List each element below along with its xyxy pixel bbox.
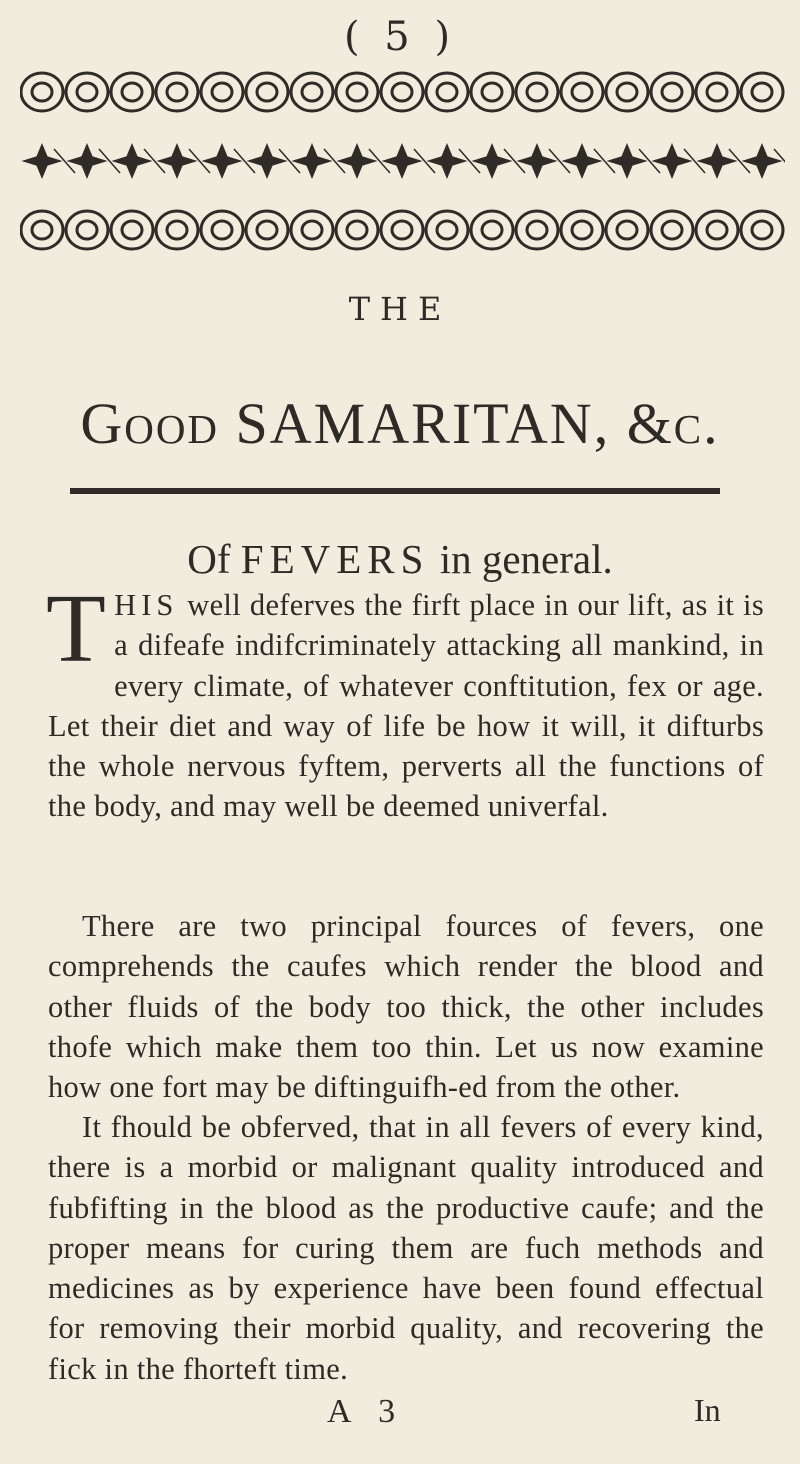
paragraph-1-text: well deferves the firft place in our lift, as it is a difeafe indifcriminately attacking all mankind, in every climate, of whatever conftitution, fex or age. Let their diet and way of life be how it will, it difturbs the whole nervous fyftem, perverts all the functions of the body, and may well be deemed univerfal. <box>48 588 764 824</box>
ornament-ring-inner <box>437 83 457 101</box>
ornament-ring <box>111 211 153 249</box>
first-word: HIS <box>114 588 179 622</box>
ornament-ring-inner <box>437 221 457 239</box>
ornament-ring-inner <box>752 83 772 101</box>
paragraph-1 <box>46 575 764 827</box>
ornament-ring-inner <box>572 83 592 101</box>
ornament-ring-inner <box>707 221 727 239</box>
section-heading <box>0 535 800 583</box>
ornament-ring <box>111 73 153 111</box>
ornament-ring-inner <box>707 83 727 101</box>
ornament-ring-inner <box>32 221 52 239</box>
ornament-ring-inner <box>347 83 367 101</box>
ornament-ring-inner <box>257 83 277 101</box>
ornament-ring <box>21 73 63 111</box>
ornament-ring <box>246 73 288 111</box>
ornament-ring <box>561 73 603 111</box>
ornament-ring <box>651 73 693 111</box>
paragraph-3: It fhould be obferved, that in all fevers of every kind, there is a morbid or malignant quality introduced and fubfifting in the blood as the productive caufe; and the proper means for curing them are fuch methods and medicines as by experience have been found effectual for removing their morbid quality, and recovering the fick in the fhorteft time. <box>48 1110 764 1386</box>
ornament-ring <box>381 73 423 111</box>
ornament-ring-inner <box>392 83 412 101</box>
ornament-ring <box>201 211 243 249</box>
ornament-ring-inner <box>662 83 682 101</box>
ornament-ring <box>156 73 198 111</box>
ornament-ring <box>291 73 333 111</box>
ornament-ring <box>561 211 603 249</box>
ornament-ring <box>201 73 243 111</box>
ornament-ring-inner <box>572 221 592 239</box>
ornament-ring <box>426 211 468 249</box>
ornament-ring-inner <box>212 83 232 101</box>
ornament-ring <box>741 211 783 249</box>
ornament-ring-inner <box>302 221 322 239</box>
ornament-ring <box>66 73 108 111</box>
ornament-ring-inner <box>482 221 502 239</box>
ornament-ring-inner <box>167 221 187 239</box>
ornament-ring <box>471 73 513 111</box>
ornament-ring <box>516 73 558 111</box>
ornament-ring-inner <box>77 221 97 239</box>
section-suffix: in general. <box>429 536 613 582</box>
section-prefix: Of <box>187 536 241 582</box>
ornament-ring-inner <box>122 83 142 101</box>
paragraph-2: There are two principal fources of fevers, one comprehends the caufes which render the blood and other fluids of the body too thick, the other includes thofe which make them too thin. Let us now examine how one fort may be diftinguifh-ed from the other. <box>48 909 764 1105</box>
ornament-ring <box>66 211 108 249</box>
ornament-ring <box>696 73 738 111</box>
ornament-ring-inner <box>212 221 232 239</box>
ornament-ring <box>606 211 648 249</box>
ornament-ring-inner <box>482 83 502 101</box>
ornament-ring-inner <box>662 221 682 239</box>
ornament-ring-inner <box>617 221 637 239</box>
ornament-ring-inner <box>527 83 547 101</box>
running-head: THE <box>348 290 452 328</box>
ornament-ring-inner <box>77 83 97 101</box>
ornament-ring-inner <box>347 221 367 239</box>
ornament-ring-inner <box>617 83 637 101</box>
divider-rule <box>70 488 720 494</box>
ornament-ring-inner <box>257 221 277 239</box>
ornament-ring <box>336 73 378 111</box>
ornament-ring-inner <box>302 83 322 101</box>
page-number: ( 5 ) <box>343 14 457 60</box>
ornament-ring <box>381 211 423 249</box>
page-title: Good SAMARITAN, &c. <box>80 391 720 456</box>
ornament-ring-inner <box>32 83 52 101</box>
ornament-ring <box>471 211 513 249</box>
ornament-ring <box>336 211 378 249</box>
ornament-ring <box>696 211 738 249</box>
ornament-ring <box>741 73 783 111</box>
ornament-ring <box>426 73 468 111</box>
decorative-ornament-band <box>20 70 785 255</box>
ornament-ring <box>291 211 333 249</box>
ornament-ring-inner <box>167 83 187 101</box>
signature-mark: A 3 <box>327 1393 406 1430</box>
ornament-ring <box>606 73 648 111</box>
ornament-ring <box>651 211 693 249</box>
ornament-ring <box>156 211 198 249</box>
section-caps: FEVERS <box>240 536 430 582</box>
catchword: In <box>694 1392 721 1428</box>
ornament-ring <box>21 211 63 249</box>
drop-cap: T <box>46 575 107 683</box>
ornament-ring-inner <box>527 221 547 239</box>
ornament-ring-inner <box>752 221 772 239</box>
ornament-ring <box>516 211 558 249</box>
ornament-ring-inner <box>392 221 412 239</box>
ornament-ring <box>246 211 288 249</box>
ornament-ring-inner <box>122 221 142 239</box>
